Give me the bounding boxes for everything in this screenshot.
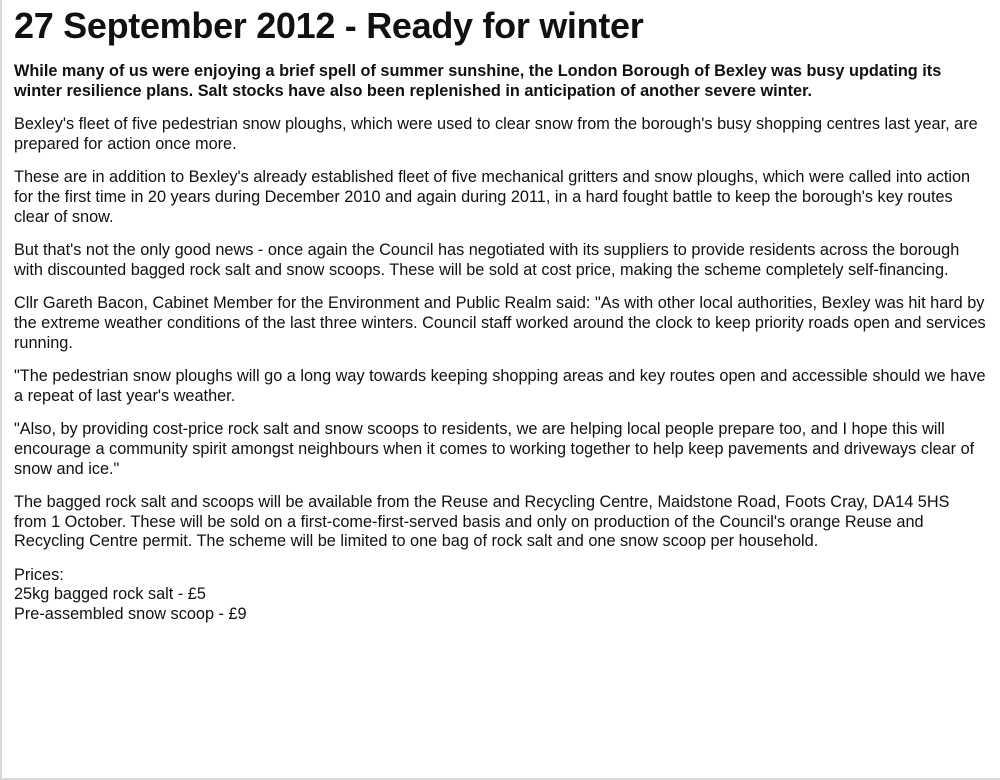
prices-heading: Prices: [14,565,64,584]
article-paragraph-gritters: These are in addition to Bexley's already established fleet of five mechanical gritters and snow ploughs, which were called into action for the first time in 20 years during December 2010 and again during 2011, in a hard fought battle to keep the borough's key routes clear of snow. [14,168,971,226]
prices-list [14,566,986,625]
article-title: 27 September 2012 - Ready for winter [14,5,644,46]
article-paragraph-good-news: But that's not the only good news - once again the Council has negotiated with its suppliers to provide residents across the borough with discounted bagged rock salt and snow scoops. These will be sold at cost price, making the scheme completely self-financing. [14,241,960,279]
article-paragraph-availability: The bagged rock salt and scoops will be available from the Reuse and Recycling Centre, Maidstone Road, Foots Cray, DA14 5HS from 1 October. These will be sold on a first-come-first-served basis and only on production of the Council's orange Reuse and Recycling Centre permit. The scheme will be limited to one bag of rock salt and one snow scoop per household. [14,493,950,551]
article-paragraph-quote-intro: Cllr Gareth Bacon, Cabinet Member for the Environment and Public Realm said: "As with other local authorities, Bexley was hit hard by the extreme weather conditions of the last three winters. Council staff worked around the clock to keep priority roads open and services running. [14,294,986,352]
article-lead: While many of us were enjoying a brief spell of summer sunshine, the London Borough of Bexley was busy updating its winter resilience plans. Salt stocks have also been replenished in anticipation of another severe winter. [14,62,942,100]
price-item-snow-scoop: Pre-assembled snow scoop - £9 [14,605,247,624]
price-item-rock-salt: 25kg bagged rock salt - £5 [14,585,206,604]
article-paragraph-fleet: Bexley's fleet of five pedestrian snow ploughs, which were used to clear snow from the borough's busy shopping centres last year, are prepared for action once more. [14,115,978,153]
article-paragraph-quote-community: "Also, by providing cost-price rock salt and snow scoops to residents, we are helping local people prepare too, and I hope this will encourage a community spirit amongst neighbours when it comes to working together to help keep pavements and driveways clear of snow and ice." [14,420,975,478]
article-paragraph-quote-ploughs: "The pedestrian snow ploughs will go a long way towards keeping shopping areas and key routes open and accessible should we have a repeat of last year's weather. [14,367,986,405]
